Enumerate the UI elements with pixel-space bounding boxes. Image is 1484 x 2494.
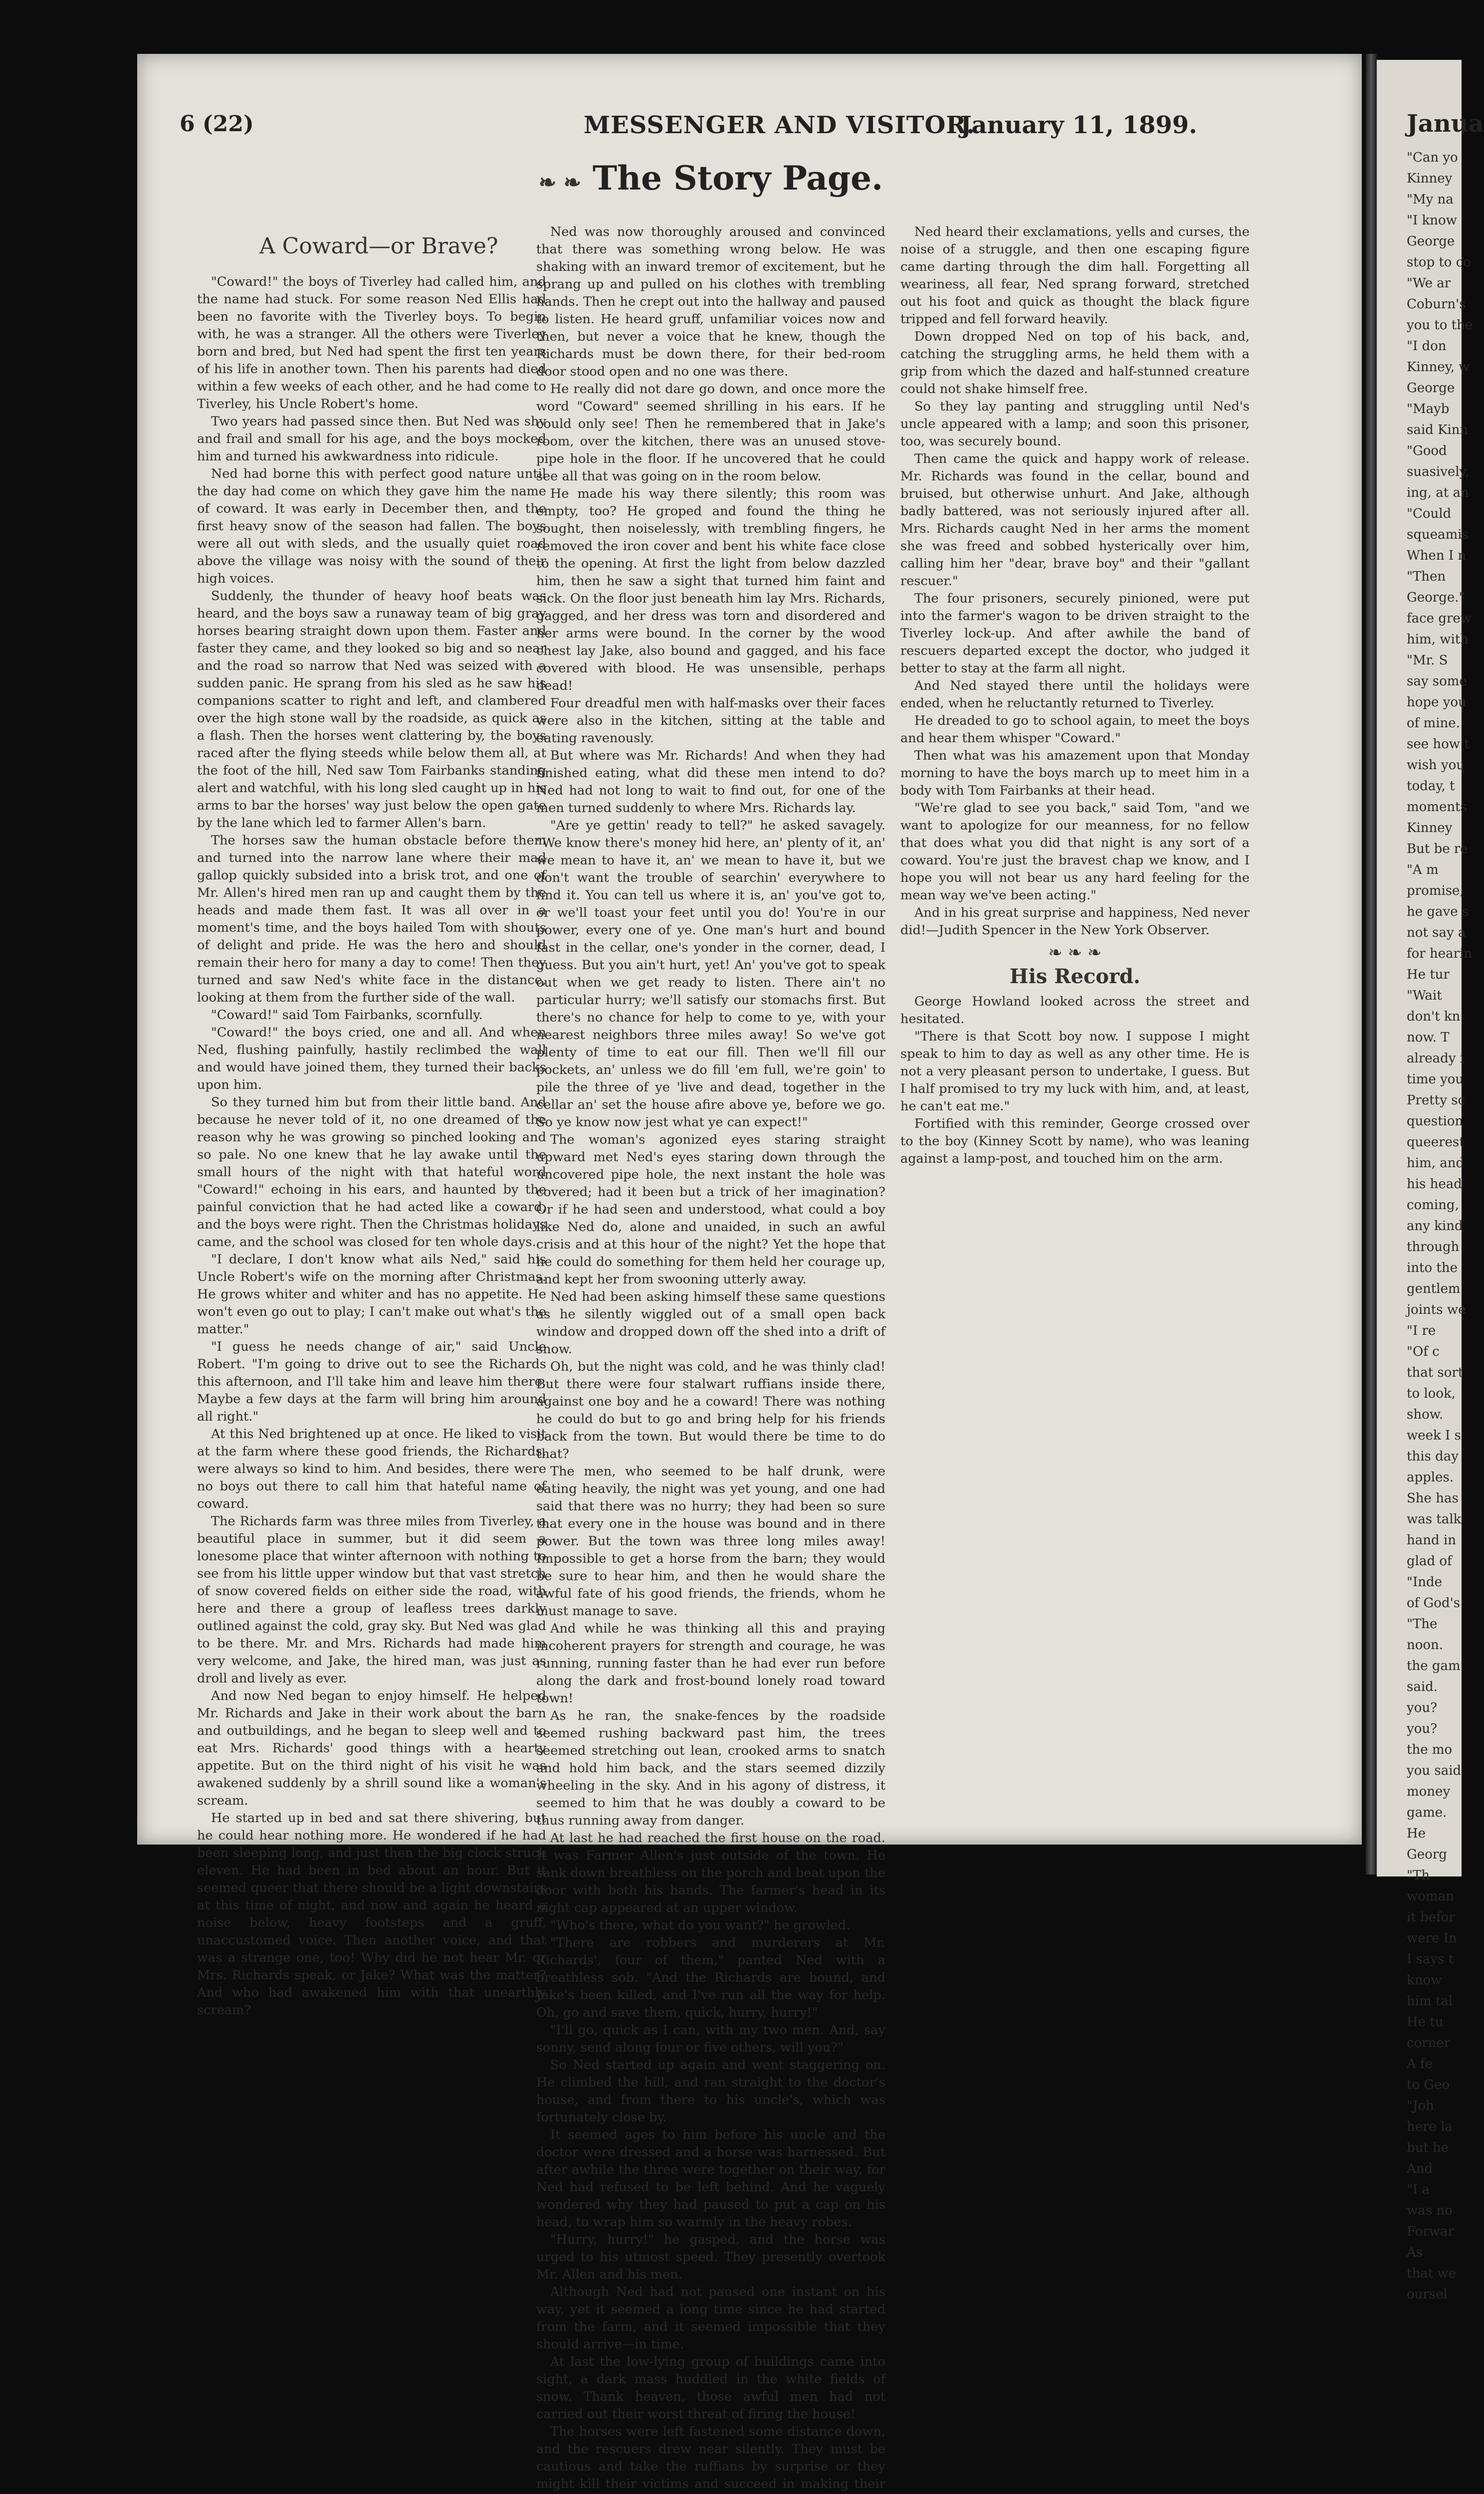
adjacent-page-line: you? bbox=[1407, 1721, 1438, 1736]
adjacent-page-line: "I re bbox=[1407, 1323, 1436, 1338]
end-ornament: ❧ ❧ ❧ bbox=[1048, 943, 1102, 963]
story-paragraph: And while he was thinking all this and praying incoherent prayers for strength and courage, he was running, running faster than he had ever run before along the dark and frost-bound lonely road toward town! bbox=[536, 1621, 885, 1706]
adjacent-page-line: "Of c bbox=[1407, 1344, 1440, 1359]
adjacent-page-line: "A m bbox=[1407, 862, 1439, 877]
adjacent-page-line: was talk bbox=[1407, 1512, 1462, 1527]
story-paragraph: "Are ye gettin' ready to tell?" he asked savagely. "We know there's money hid here, an' plenty of it, an' we mean to have it, an' we mean to have it, but we don't want the trouble of searchin' everywhere to find it. You can tell us where it is, an' you've got to, or we'll toast your feet until you do! You're in our power, every one of ye. One man's hurt and bound fast in the cellar, one's yonder in the corner, dead, I guess. But you ain't hurt, yet! An' you've got to speak out when we get ready to listen. There ain't no particular hurry; we'll satisfy our stomachs first. But there's no chance for help to come to ye, with your nearest neighbors three miles away! So we've got plenty of time to eat our fill. Then we'll fill our pockets, an' unless we do fill 'em full, we're goin' to pile the three of ye 'live and dead, together in the cellar an' set the house afire above ye, before we go. So ye know now jest what ye can expect!" bbox=[536, 818, 885, 1130]
adjacent-page-line: for hearin bbox=[1407, 946, 1473, 961]
adjacent-page-line: of mine. bbox=[1407, 716, 1460, 731]
masthead bbox=[137, 111, 1362, 146]
adjacent-page-line: She has bbox=[1407, 1491, 1459, 1506]
adjacent-page-line: "We ar bbox=[1407, 276, 1451, 291]
story-paragraph: At last the low-lying group of buildings came into sight, a dark mass huddled in the white fields of snow. Thank heaven, those awful men had not carried out their worst threat of firing the house! bbox=[536, 2354, 885, 2422]
adjacent-page-line: George bbox=[1407, 234, 1455, 249]
story-paragraph: Ned had borne this with perfect good nature until the day had come on which they gave him the name of coward. It was early in December then, and the first heavy snow of the season had fallen. The boys were all out with sleds, and the usually quiet road above the village was noisy with the sound of their high voices. bbox=[197, 466, 546, 586]
adjacent-page-line: joints we bbox=[1407, 1302, 1466, 1317]
story-paragraph: The four prisoners, securely pinioned, were put into the farmer's wagon to be driven straight to the Tiverley lock-up. And after awhile the band of rescuers departed except the doctor, who judged it better to stay at the farm all night. bbox=[900, 591, 1250, 676]
issue-date: January 11, 1899. bbox=[960, 111, 1197, 139]
adjacent-page-line: to Geo bbox=[1407, 2078, 1450, 2092]
section-title bbox=[539, 159, 1038, 204]
adjacent-page-line: through bbox=[1407, 1240, 1460, 1254]
paper-name: MESSENGER AND VISITOR. bbox=[584, 111, 976, 139]
adjacent-page-line: game. bbox=[1407, 1805, 1447, 1820]
adjacent-page-line: George." bbox=[1407, 590, 1465, 605]
adjacent-page-line: Pretty sc bbox=[1407, 1093, 1466, 1108]
story-paragraph: But where was Mr. Richards! And when they had finished eating, what did these men intend to do? Ned had not long to wait to find out, for one of the men turned suddenly to where Mrs. Richards lay. bbox=[536, 748, 885, 816]
adjacent-page-line: already i bbox=[1407, 1051, 1465, 1066]
adjacent-page-line: was no bbox=[1407, 2203, 1453, 2218]
adjacent-page-line: "Then bbox=[1407, 569, 1446, 584]
adjacent-page-line: And bbox=[1407, 2161, 1433, 2176]
adjacent-page-line: queerest bbox=[1407, 1135, 1465, 1150]
story-paragraph: "We're glad to see you back," said Tom, "and we want to apologize for our meanness, for no fellow that does what you did that night is any sort of a coward. You're just the bravest chap we know, and I hope you will not bear us any hard feeling for the mean way we've been acting." bbox=[900, 801, 1250, 903]
adjacent-page-line: the mo bbox=[1407, 1742, 1453, 1757]
story-paragraph: "I guess he needs change of air," said Uncle Robert. "I'm going to drive out to see the Richards this afternoon, and I'll take him and leave him there. Maybe a few days at the farm will bring him around all right." bbox=[197, 1339, 546, 1424]
story-paragraph: "Who's there, what do you want?" he growled. bbox=[550, 1918, 850, 1933]
story-paragraph: The Richards farm was three miles from Tiverley, a beautiful place in summer, but it did seem a lonesome place that winter afternoon with nothing to see from his little upper window but that vast stretch of snow covered fields on either side the road, with here and there a group of leafless trees darkly outlined against the cold, gray sky. But Ned was glad to be there. Mr. and Mrs. Richards had made him very welcome, and Jake, the hired man, was just as droll and lively as ever. bbox=[197, 1514, 546, 1686]
adjacent-page-line: moments bbox=[1407, 800, 1467, 815]
story-paragraph: "I'll go, quick as I can, with my two men. And, say sonny, send along four or five others, will you?" bbox=[536, 2023, 885, 2055]
story-paragraph: "There are robbers and murderers at Mr. Richards', four of them," panted Ned with a breathless sob. "And the Richards are bound, and Jake's been killed, and I've run all the way for help. Oh, go and save them, quick, hurry, hurry!" bbox=[536, 1935, 885, 2020]
adjacent-page-line: said. bbox=[1407, 1679, 1438, 1694]
story-paragraph: Four dreadful men with half-masks over their faces were also in the kitchen, sitting at the table and eating ravenously. bbox=[536, 696, 885, 746]
adjacent-page-line: that we bbox=[1407, 2266, 1457, 2281]
story-title: A Coward—or Brave? bbox=[259, 233, 498, 259]
adjacent-page-line: "Inde bbox=[1407, 1575, 1443, 1590]
adjacent-page-line: He tu bbox=[1407, 2015, 1444, 2030]
story-paragraph: Ned heard their exclamations, yells and curses, the noise of a struggle, and then one escaping figure came darting through the dim hall. Forgetting all weariness, all fear, Ned sprang forward, stretched out his foot and quick as thought the black figure tripped and fell forward heavily. bbox=[900, 224, 1250, 327]
adjacent-page-line: "Could bbox=[1407, 506, 1452, 521]
record-paragraph: George Howland looked across the street and hesitated. bbox=[900, 994, 1250, 1027]
adjacent-page-text bbox=[1407, 147, 1473, 2305]
adjacent-page-line: "Good bbox=[1407, 443, 1447, 458]
adjacent-page-line: "Wait bbox=[1407, 988, 1442, 1003]
story-paragraph: So they turned him but from their little band. And because he never told of it, no one dreamed of the reason why he was growing so pinched looking and so pale. No one knew that he lay awake until the small hours of the night with that hateful word "Coward!" echoing in his ears, and haunted by the painful conviction that he had acted like a coward, and the boys were right. Then the Christmas holidays came, and the school was closed for ten whole days. bbox=[197, 1095, 546, 1249]
column-2 bbox=[536, 223, 885, 2494]
record-paragraph: "There is that Scott boy now. I suppose I might speak to him to day as well as any other time. He is not a very pleasant person to undertake, I guess. But I half promised to try my luck with him, and, at least, he can't eat me." bbox=[900, 1029, 1250, 1114]
adjacent-page-line: promise, bbox=[1407, 883, 1464, 898]
adjacent-page-line: Kinney, w bbox=[1407, 360, 1470, 375]
story-paragraph: The horses saw the human obstacle before them and turned into the narrow lane where their mad gallop quickly subsided into a brisk trot, and one of Mr. Allen's hired men ran up and caught them by the heads and made them fast. It was all over in a moment's time, and the boys hailed Tom with shouts of delight and pride. He was the hero and should remain their hero for many a day to come! Then they turned and saw Ned's white face in the distance, looking at them from the further side of the wall. bbox=[197, 833, 546, 1005]
adjacent-page-line: don't kn bbox=[1407, 1009, 1461, 1024]
story-paragraph: The woman's agonized eyes staring straight upward met Ned's eyes staring down through the uncovered pipe hole, the next instant the hole was covered; had it been but a trick of her imagination? Or if he had seen and understood, what could a boy like Ned do, alone and unaided, in such an awful crisis and at this hour of the night? Yet the hope that he could do something for them held her courage up, and kept her from swooning utterly away. bbox=[536, 1132, 885, 1287]
adjacent-page-line: any kind bbox=[1407, 1219, 1463, 1234]
adjacent-page-line: gentlem bbox=[1407, 1281, 1461, 1296]
adjacent-page-line: "Mr. S bbox=[1407, 653, 1448, 668]
adjacent-page-line: "The bbox=[1407, 1617, 1438, 1632]
adjacent-page-line: show. bbox=[1407, 1407, 1444, 1422]
adjacent-page-line: time you bbox=[1407, 1072, 1464, 1087]
adjacent-page-line: "I don bbox=[1407, 339, 1447, 354]
adjacent-page-line: today, t bbox=[1407, 779, 1455, 794]
adjacent-page-line: "My na bbox=[1407, 192, 1454, 207]
adjacent-page-line: "Joh bbox=[1407, 2098, 1434, 2113]
story-paragraph: The horses were left fastened some distance down, and the rescuers drew near silently. They must be cautious and take the ruffians by surprise or they might kill their victims and succeed in making their bbox=[536, 2424, 885, 2492]
story-paragraph: Ned was now thoroughly aroused and convinced that there was something wrong below. He was shaking with an inward tremor of excitement, but he sprang up and pulled on his clothes with trembling hands. Then he crept out into the hallway and paused to listen. He heard gruff, unfamiliar voices now and then, but never a voice that he knew, though the Richards must be down there, for their bed-room door stood open and no one was there. bbox=[536, 224, 885, 379]
adjacent-page-line: Forwar bbox=[1407, 2224, 1454, 2239]
adjacent-page-line: here la bbox=[1407, 2119, 1453, 2134]
story-paragraph: So they lay panting and struggling until Ned's uncle appeared with a lamp; and soon this prisoner, too, was securely bound. bbox=[900, 399, 1250, 449]
adjacent-page-line: "I know bbox=[1407, 213, 1457, 228]
story-paragraph: He dreaded to go to school again, to meet the boys and hear them whisper "Coward." bbox=[900, 713, 1250, 746]
story-paragraph: "Coward!" said Tom Fairbanks, scornfully. bbox=[211, 1008, 483, 1023]
adjacent-page-line: stop to co bbox=[1407, 255, 1471, 270]
adjacent-page-line: Coburn's bbox=[1407, 297, 1466, 312]
story-paragraph: Two years had passed since then. But Ned was shy and frail and small for his age, and the boys mocked him and turned his awkwardness into ridicule. bbox=[197, 414, 546, 464]
story-paragraph: The men, who seemed to be half drunk, were eating heavily, the night was yet young, and one had said that there was no hurry; they had been so sure that every one in the house was bound and in there power. But the town was three long miles away! Impossible to get a horse from the barn; they would be sure to hear him, and then he would share the awful fate of his good friends, the friends, whom he must manage to save. bbox=[536, 1464, 885, 1619]
adjacent-page-line: he gave s bbox=[1407, 904, 1469, 919]
adjacent-page-line: week I s bbox=[1407, 1428, 1461, 1443]
adjacent-page-line: ing, at an bbox=[1407, 485, 1469, 500]
adjacent-page-line: said Kinn bbox=[1407, 422, 1469, 437]
story-paragraph: "I declare, I don't know what ails Ned," said his Uncle Robert's wife on the morning after Christmas. He grows whiter and whiter and has no appetite. He won't even go out to play; I can't make out what's the matter." bbox=[197, 1252, 546, 1337]
adjacent-page-line: noon. bbox=[1407, 1638, 1444, 1653]
adjacent-page-header: Janua bbox=[1407, 110, 1484, 138]
story-paragraph: So Ned started up again and went staggering on. He climbed the hill, and ran straight to the doctor's house, and from there to his uncle's, which was fortunately close by. bbox=[536, 2058, 885, 2125]
adjacent-page-line: oursel bbox=[1407, 2287, 1448, 2302]
adjacent-page bbox=[1377, 60, 1484, 2302]
adjacent-page-line: see how t bbox=[1407, 737, 1470, 752]
section-title-text: The Story Page. bbox=[593, 159, 883, 198]
adjacent-page-line: question bbox=[1407, 1114, 1464, 1129]
column-3 bbox=[900, 223, 1250, 1168]
record-title: His Record. bbox=[1009, 965, 1141, 988]
adjacent-page-line: know bbox=[1407, 1973, 1442, 1988]
story-paragraph: He made his way there silently; this room was empty, too? He groped and found the thing he sought, then noiselessly, with trembling fingers, he removed the iron cover and bent his white face close to the opening. At first the light from below dazzled him, then he saw a sight that turned him faint and sick. On the floor just beneath him lay Mrs. Richards, gagged, and her dress was torn and disordered and her arms were bound. In the corner by the wood chest lay Jake, also bound and gagged, and his face covered with blood. He was unsensible, perhaps dead! bbox=[536, 486, 885, 693]
adjacent-page-line: not say a bbox=[1407, 925, 1466, 940]
story-paragraph: "Hurry, hurry!" he gasped, and the horse was urged to his utmost speed. They presently overtook Mr. Allen and his men. bbox=[536, 2232, 885, 2282]
adjacent-page-line: But be re bbox=[1407, 841, 1468, 856]
story-paragraph: At this Ned brightened up at once. He liked to visit at the farm where these good friends, the Richards, were always so kind to him. And besides, there were no boys out there to call him that hateful name of coward. bbox=[197, 1427, 546, 1511]
adjacent-page-line: him tal bbox=[1407, 1994, 1453, 2009]
adjacent-page-line: him, and bbox=[1407, 1156, 1465, 1171]
story-paragraph: At last he had reached the first house on the road. It was Farmer Allen's just outside of the town. He sank down breathless on the porch and beat upon the door with both his hands. The farmer's head in its night cap appeared at an upper window. bbox=[536, 1831, 885, 1915]
adjacent-page-line: this day bbox=[1407, 1449, 1459, 1464]
adjacent-page-line: A fe bbox=[1407, 2057, 1433, 2072]
adjacent-page-line: woman bbox=[1407, 1889, 1454, 1904]
adjacent-page-line: As bbox=[1407, 2245, 1423, 2260]
story-paragraph: Ned had been asking himself these same questions as he silently wiggled out of a small open back window and dropped down off the shed into a drift of snow. bbox=[536, 1289, 885, 1357]
story-paragraph: Then came the quick and happy work of release. Mr. Richards was found in the cellar, bound and bruised, but otherwise unhurt. And Jake, although badly battered, was not seriously injured after all. Mrs. Richards caught Ned in her arms the moment she was freed and sobbed hysterically over him, calling him her "dear, brave boy" and their "gallant rescuer." bbox=[900, 451, 1250, 589]
adjacent-page-line: I says t bbox=[1407, 1952, 1454, 1967]
adjacent-page-line: corner bbox=[1407, 2036, 1451, 2051]
section-ornament: ❧ ❧ bbox=[539, 170, 582, 195]
story-paragraph: Although Ned had not paused one instant on his way, yet it seemed a long time since he had started from the farm, and it seemed impossible that they should arrive—in time. bbox=[536, 2285, 885, 2352]
newspaper-page bbox=[137, 54, 1362, 2492]
story-paragraph: Suddenly, the thunder of heavy hoof beats was heard, and the boys saw a runaway team of big gray horses bearing straight down upon them. Faster and faster they came, and they looked so big and so near and the road so narrow that Ned was seized with a sudden panic. He sprang from his sled as he saw his companions scatter to right and left, and clambered over the high stone wall by the roadside, as quick as a flash. Then the horses went clattering by, the boys raced after the flying steeds while below them all, at the foot of the hill, Ned saw Tom Fairbanks standing alert and watchful, with his long sled caught up in his arms to bar the horses' way just below the open gate by the lane which led to farmer Allen's barn. bbox=[197, 589, 546, 831]
binding-fold bbox=[1366, 54, 1377, 1874]
adjacent-page-line: hope you bbox=[1407, 695, 1467, 710]
adjacent-page-line: "Th bbox=[1407, 1868, 1430, 1883]
story-paragraph: He really did not dare go down, and once more the word "Coward" seemed shrilling in his ears. If he could only see! Then he remembered that in Jake's room, over the kitchen, there was an unused stove-pipe hole in the floor. If he uncovered that he could see all that was going on in the room below. bbox=[536, 382, 885, 484]
adjacent-page-line: but he bbox=[1407, 2140, 1449, 2155]
adjacent-page-line: squeamis bbox=[1407, 527, 1469, 542]
adjacent-page-line: "Can yo bbox=[1407, 150, 1458, 165]
adjacent-page-line: him, with bbox=[1407, 632, 1469, 647]
story-paragraph: And now Ned began to enjoy himself. He helped Mr. Richards and Jake in their work about the barn and outbuildings, and he began to sleep well and to eat Mrs. Richards' good things with a hearty appetite. But on the third night of his visit he was awakened suddenly by a shrill sound like a woman's scream. bbox=[197, 1688, 546, 1808]
adjacent-page-line: money bbox=[1407, 1784, 1451, 1799]
adjacent-page-line: George bbox=[1407, 381, 1455, 396]
story-paragraph: As he ran, the snake-fences by the roadside seemed rushing backward past him, the trees seemed stretching out lean, crooked arms to snatch and hold him back, and the stars seemed dizzily wheeling in the sky. And in his agony of distress, it seemed to him that he was doubly a coward to be thus running away from danger. bbox=[536, 1708, 885, 1828]
adjacent-page-line: apples. bbox=[1407, 1470, 1454, 1485]
adjacent-page-line: that sort bbox=[1407, 1365, 1464, 1380]
adjacent-page-line: When I n bbox=[1407, 548, 1467, 563]
adjacent-page-line: you said bbox=[1407, 1763, 1462, 1778]
story-paragraph: He started up in bed and sat there shivering, but he could hear nothing more. He wondered if he had been sleeping long, and just then the big clock struck eleven. He had been in bed about an hour. But it seemed queer that there should be a light downstairs at this time of night, and now and again he heard a noise below, heavy footsteps and a gruff, unaccustomed voice. Then another voice, and that was a strange one, too! Why did he not hear Mr. or Mrs. Richards speak, or Jake? What was the matter? And who had awakened him with that unearthly scream? bbox=[197, 1811, 546, 2018]
adjacent-page-line: face grew bbox=[1407, 611, 1472, 626]
story-paragraph: Then what was his amazement upon that Monday morning to have the boys march up to meet him in a body with Tom Fairbanks at their head. bbox=[900, 748, 1250, 798]
story-paragraph: Oh, but the night was cold, and he was thinly clad! But there were four stalwart ruffians inside there, against one boy and he a coward! There was nothing he could do but to go and bring help for his friends back from the town. But would there be time to do that? bbox=[536, 1359, 885, 1461]
adjacent-page-line: Kinney bbox=[1407, 171, 1453, 186]
record-paragraph: Fortified with this reminder, George crossed over to the boy (Kinney Scott by name), who was leaning against a lamp-post, and touched him on the arm. bbox=[900, 1116, 1250, 1166]
adjacent-page-line: coming, bbox=[1407, 1198, 1459, 1213]
adjacent-page-line: of God's bbox=[1407, 1596, 1461, 1611]
adjacent-page-line: wish you bbox=[1407, 758, 1465, 773]
story-paragraph: It seemed ages to him before his uncle and the doctor were dressed and a horse was harnessed. But after awhile the three were together on their way, for Ned had refused to be left behind. And he vaguely wondered why they had paused to put a cap on his head, to wrap him so warmly in the heavy robes. bbox=[536, 2127, 885, 2230]
adjacent-page-line: suasively, bbox=[1407, 464, 1470, 479]
adjacent-page-line: now. T bbox=[1407, 1030, 1450, 1045]
adjacent-page-line: into the bbox=[1407, 1260, 1458, 1275]
story-paragraph: And in his great surprise and happiness, Ned never did!—Judith Spencer in the New York Observer. bbox=[900, 905, 1250, 938]
adjacent-page-line: it befor bbox=[1407, 1910, 1455, 1925]
adjacent-page-line: Kinney bbox=[1407, 821, 1453, 835]
adjacent-page-line: "I a bbox=[1407, 2182, 1430, 2197]
adjacent-page-line: to look, bbox=[1407, 1386, 1456, 1401]
adjacent-page-line: He bbox=[1407, 1826, 1426, 1841]
column-1 bbox=[197, 273, 546, 2019]
adjacent-page-line: his head bbox=[1407, 1177, 1462, 1192]
adjacent-page-line: the gam bbox=[1407, 1659, 1461, 1673]
story-paragraph: "Coward!" the boys cried, one and all. And when Ned, flushing painfully, hastily reclimbed the wall and would have joined them, they turned their backs upon him. bbox=[197, 1025, 546, 1092]
story-paragraph: Down dropped Ned on top of his back, and, catching the struggling arms, he held them with a grip from which the dazed and half-stunned creature could not shake himself free. bbox=[900, 329, 1250, 397]
adjacent-page-line: He tur bbox=[1407, 967, 1450, 982]
adjacent-page-line: hand in bbox=[1407, 1533, 1456, 1548]
adjacent-page-line: glad of bbox=[1407, 1554, 1452, 1569]
adjacent-page-line: you? bbox=[1407, 1700, 1438, 1715]
adjacent-page-line: were In bbox=[1407, 1931, 1457, 1946]
adjacent-page-line: "Mayb bbox=[1407, 402, 1450, 416]
story-paragraph: "Coward!" the boys of Tiverley had called him, and the name had stuck. For some reason Ned Ellis had been no favorite with the Tiverley boys. To begin with, he was a stranger. All the others were Tiverley born and bred, but Ned had spent the first ten years of his life in another town. Then his parents had died within a few weeks of each other, and he had come to Tiverley, his Uncle Robert's home. bbox=[197, 274, 546, 412]
page-number: 6 (22) bbox=[180, 111, 254, 137]
story-paragraph: And Ned stayed there until the holidays were ended, when he reluctantly returned to Tiverley. bbox=[900, 678, 1250, 711]
adjacent-page-line: you to the bbox=[1407, 318, 1473, 333]
adjacent-page-line: say some bbox=[1407, 674, 1467, 689]
adjacent-page-line: Georg bbox=[1407, 1847, 1447, 1862]
